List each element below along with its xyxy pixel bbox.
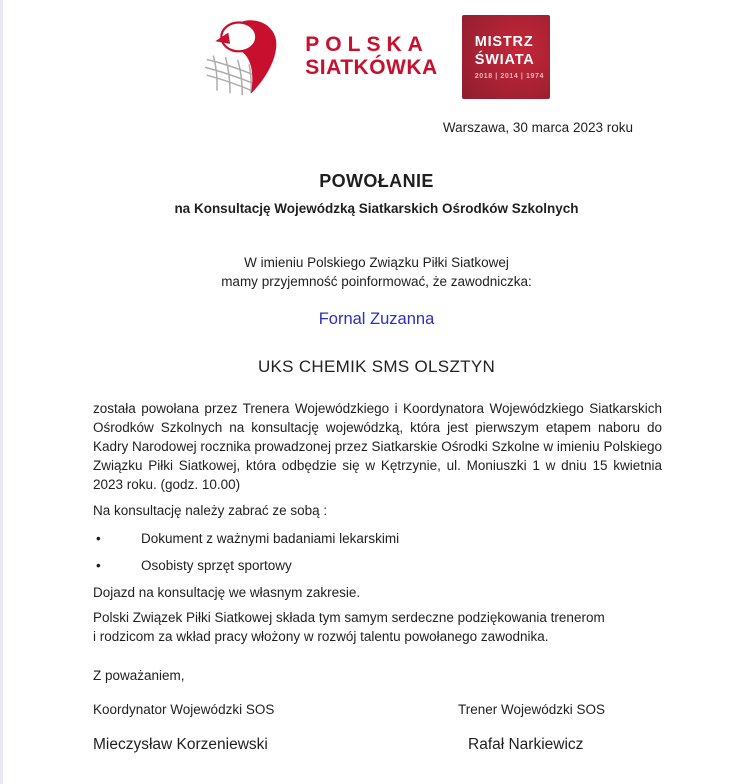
thanks-line-1: Polski Związek Piłki Siatkowej składa tym samym serdeczne podziękowania trenerom — [93, 610, 605, 625]
salutation: Z poważaniem, — [93, 668, 185, 683]
bring-heading: Na konsultację należy zabrać ze sobą : — [93, 503, 328, 518]
bullet-text-equipment: Osobisty sprzęt sportowy — [141, 558, 292, 573]
thanks-line-2: i rodzicom za wkład pracy włożony w rozwój talentu powołanego zawodnika. — [93, 629, 549, 644]
list-item — [93, 529, 662, 548]
world-champion-badge — [462, 15, 550, 99]
signature-name-left: Mieczysław Korzeniewski — [93, 736, 268, 753]
bullet-icon: • — [96, 531, 101, 546]
polska-siatkowka-logo — [203, 16, 437, 98]
signature-roles-row — [93, 700, 662, 719]
thanks-paragraph — [93, 608, 662, 646]
badge-years: 2018 | 2014 | 1974 — [474, 72, 544, 80]
brand-wordmark — [305, 34, 437, 79]
intro-paragraph — [3, 254, 750, 291]
brand-word-siatkowka: SIATKÓWKA — [305, 56, 438, 79]
letter-title: POWOŁANIE — [319, 171, 434, 191]
bullet-text-documents: Dokument z ważnymi badaniami lekarskimi — [141, 531, 400, 546]
intro-line-2: mamy przyjemność poinformować, że zawodniczka: — [221, 273, 532, 289]
header — [3, 12, 750, 102]
date-line: Warszawa, 30 marca 2023 roku — [442, 120, 633, 135]
player-name: Fornal Zuzanna — [318, 310, 435, 328]
main-paragraph: została powołana przez Trenera Wojewódzkiego i Koordynatora Wojewódzkiego Siatkarskich Ośrodków Szkolnych na konsultację wojewódzką, która jest pierwszym etapem naboru do Kadry Narodowej rocznika prowadzonej przez Siatkarskie Ośrodki Szkolne w imieniu Polskiego Związku Piłki Siatkowej, która odbędzie się w Kętrzynie, ul. Moniuszki 1 w dniu 15 kwietnia 2023 roku. (godz. 10.00) — [93, 401, 662, 492]
eagle-volleyball-net-icon — [203, 16, 299, 98]
letter-body — [3, 399, 750, 756]
badge-word-mistrz: MISTRZ — [474, 34, 534, 51]
bullet-icon: • — [96, 558, 101, 573]
travel-note: Dojazd na konsultację we własnym zakresie. — [93, 585, 361, 600]
signature-role-left: Koordynator Wojewódzki SOS — [93, 702, 275, 717]
signature-role-right: Trener Wojewódzki SOS — [458, 702, 606, 717]
badge-word-swiata: ŚWIATA — [474, 51, 535, 68]
intro-line-1: W imieniu Polskiego Związku Piłki Siatkowej — [244, 255, 509, 270]
brand-word-polska: POLSKA — [305, 33, 429, 57]
list-item — [93, 556, 662, 575]
signature-names-row — [93, 734, 662, 756]
letter-subtitle: na Konsultację Wojewódzką Siatkarskich Ośrodków Szkolnych — [174, 201, 579, 216]
player-club: UKS CHEMIK SMS OLSZTYN — [257, 357, 496, 376]
signature-name-right: Rafał Narkiewicz — [468, 736, 584, 753]
